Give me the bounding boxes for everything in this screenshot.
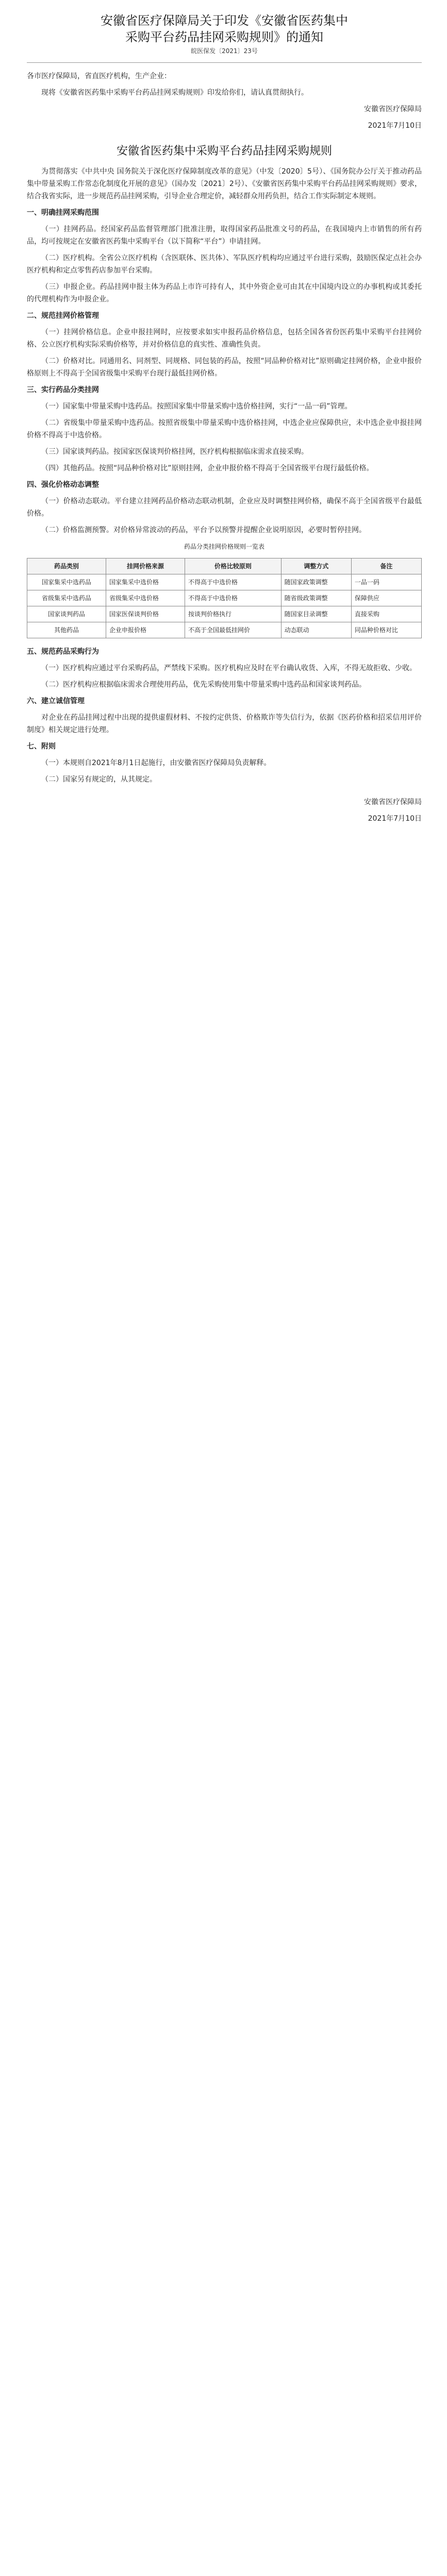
section-heading: 五、规范药品采购行为	[27, 648, 99, 656]
paragraph: （四）其他药品。按照“同品种价格对比”原则挂网，企业申报价格不得高于全国省级平台现行最低价格。	[41, 464, 374, 472]
paragraph: （二）医疗机构应根据临床需求合理使用药品，优先采购使用集中带量采购中选药品和国家谈判药品。	[41, 681, 366, 689]
document-number: 皖医保发〔2021〕23号	[191, 47, 258, 55]
table-cell: 按谈判价格执行	[185, 606, 282, 622]
table-cell: 国家医保谈判价格	[106, 606, 185, 622]
paragraph: （一）价格动态联动。平台建立挂网药品价格动态联动机制，企业应及时调整挂网价格，确保不高于全国省级平台最低价格。	[27, 497, 422, 518]
closing-sign-date: 2021年7月10日	[368, 815, 422, 823]
table-cell: 企业申报价格	[106, 622, 185, 638]
section-heading: 一、明确挂网采购范围	[27, 209, 99, 217]
table-cell: 直接采购	[351, 606, 421, 622]
table-cell: 同品种价格对比	[351, 622, 421, 638]
table-row	[27, 606, 422, 622]
paragraph: （一）国家集中带量采购中选药品。按照国家集中带量采购中选价格挂网，实行“一品一码”管理。	[41, 402, 352, 411]
table-cell: 保障供应	[351, 590, 421, 606]
closing-sign-org: 安徽省医疗保障局	[364, 798, 422, 806]
table-row	[27, 590, 422, 606]
paragraph: （一）挂网药品。经国家药品监督管理部门批准注册，取得国家药品批准文号的药品，在我国境内上市销售的所有药品，均可按规定在安徽省医药集中采购平台（以下简称“平台”）申请挂网。	[27, 225, 422, 246]
table-cell: 随省级政策调整	[281, 590, 351, 606]
title-line-2: 采购平台药品挂网采购规则》的通知	[125, 30, 323, 44]
table-cell: 随国家目录调整	[281, 606, 351, 622]
table-cell: 动态联动	[281, 622, 351, 638]
paragraph: （三）国家谈判药品。按国家医保谈判价格挂网，医疗机构根据临床需求直接采购。	[41, 448, 308, 456]
table-cell: 国家集采中选价格	[106, 574, 185, 590]
table-cell: 省级集采中选价格	[106, 590, 185, 606]
rules-title: 安徽省医药集中采购平台药品挂网采购规则	[116, 145, 332, 158]
table-cell: 省级集采中选药品	[27, 590, 106, 606]
spacer	[27, 790, 422, 796]
paragraph: （二）价格监测预警。对价格异常波动的药品，平台予以预警并提醒企业说明原因，必要时暂停挂网。	[41, 526, 366, 534]
intro-body: 现将《安徽省医药集中采购平台药品挂网采购规则》印发给你们，请认真贯彻执行。	[41, 89, 308, 97]
section-heading: 二、规范挂网价格管理	[27, 312, 99, 320]
paragraph: （一）医疗机构应通过平台采购药品，严禁线下采购。医疗机构应及时在平台确认收货、入库，不得无故拒收、少收。	[41, 664, 417, 672]
salutation: 各市医疗保障局，省直医疗机构，生产企业：	[27, 72, 171, 80]
section-heading: 四、强化价格动态调整	[27, 481, 99, 489]
title-line-1: 安徽省医疗保障局关于印发《安徽省医药集中	[101, 13, 348, 28]
table-cell: 国家谈判药品	[27, 606, 106, 622]
table-header-cell: 药品类别	[27, 558, 106, 574]
table-row	[27, 622, 422, 638]
paragraph: （二）医疗机构。全省公立医疗机构（含医联体、医共体）、军队医疗机构均应通过平台进行采购，鼓励医保定点社会办医疗机构和定点零售药店参加平台采购。	[27, 254, 422, 275]
paragraph: （二）国家另有规定的，从其规定。	[41, 775, 157, 784]
section-heading: 七、附则	[27, 742, 56, 751]
paragraph: 为贯彻落实《中共中央 国务院关于深化医疗保障制度改革的意见》（中发〔2020〕5号）、《国务院办公厅关于推动药品集中带量采购工作常态化制度化开展的意见》（国办发〔2021〕2号）、《安徽省医药集中采购平台药品挂网采购规则》要求，结合我省实际，进一步规范药品挂网采购，引导企业合理定价，减轻群众用药负担，结合工作实际制定本规则。	[27, 167, 422, 200]
table-row	[27, 574, 422, 590]
title-divider	[27, 62, 422, 63]
table-cell: 其他药品	[27, 622, 106, 638]
table-cell: 国家集采中选药品	[27, 574, 106, 590]
table-header-cell: 调整方式	[281, 558, 351, 574]
paragraph: （三）申报企业。药品挂网申报主体为药品上市许可持有人，其中外资企业可由其在中国境内设立的办事机构或其委托的代理机构作为申报企业。	[27, 283, 422, 303]
table-cell: 不得高于中选价格	[185, 574, 282, 590]
section-heading: 三、实行药品分类挂网	[27, 386, 99, 394]
document-body	[27, 10, 422, 829]
table-cell: 随国家政策调整	[281, 574, 351, 590]
table-title: 药品分类挂网价格规则一览表	[184, 543, 264, 550]
table-header-row	[27, 558, 422, 574]
paragraph: 对企业在药品挂网过程中出现的提供虚假材料、不按约定供货、价格欺诈等失信行为，依据《医药价格和招采信用评价制度》相关规定进行处理。	[27, 714, 422, 734]
table-header-cell: 挂网价格来源	[106, 558, 185, 574]
table-cell: 一品一码	[351, 574, 421, 590]
paragraph: （一）本规则自2021年8月1日起施行，由安徽省医疗保障局负责解释。	[41, 759, 271, 767]
paragraph: （二）价格对比。同通用名、同剂型、同规格、同包装的药品，按照“同品种价格对比”原则确定挂网价格，企业申报价格原则上不得高于全国省级集中采购平台现行最低挂网价格。	[27, 357, 422, 378]
paragraph: （一）挂网价格信息。企业申报挂网时，应按要求如实申报药品价格信息，包括全国各省份医药集中采购平台挂网价格、公立医疗机构实际采购价格等，并对价格信息的真实性、准确性负责。	[27, 328, 422, 349]
document-title	[27, 12, 422, 45]
sign-org: 安徽省医疗保障局	[364, 105, 422, 113]
pricing-table	[27, 558, 422, 638]
table-header-cell: 价格比较原则	[185, 558, 282, 574]
section-heading: 六、建立诚信管理	[27, 697, 85, 705]
paragraph: （二）省级集中带量采购中选药品。按照省级集中带量采购中选价格挂网，中选企业应保障供应，未中选企业申报挂网价格不得高于中选价格。	[27, 419, 422, 439]
sign-date: 2021年7月10日	[368, 122, 422, 130]
table-header-cell: 备注	[351, 558, 421, 574]
table-cell: 不高于全国最低挂网价	[185, 622, 282, 638]
table-cell: 不得高于中选价格	[185, 590, 282, 606]
